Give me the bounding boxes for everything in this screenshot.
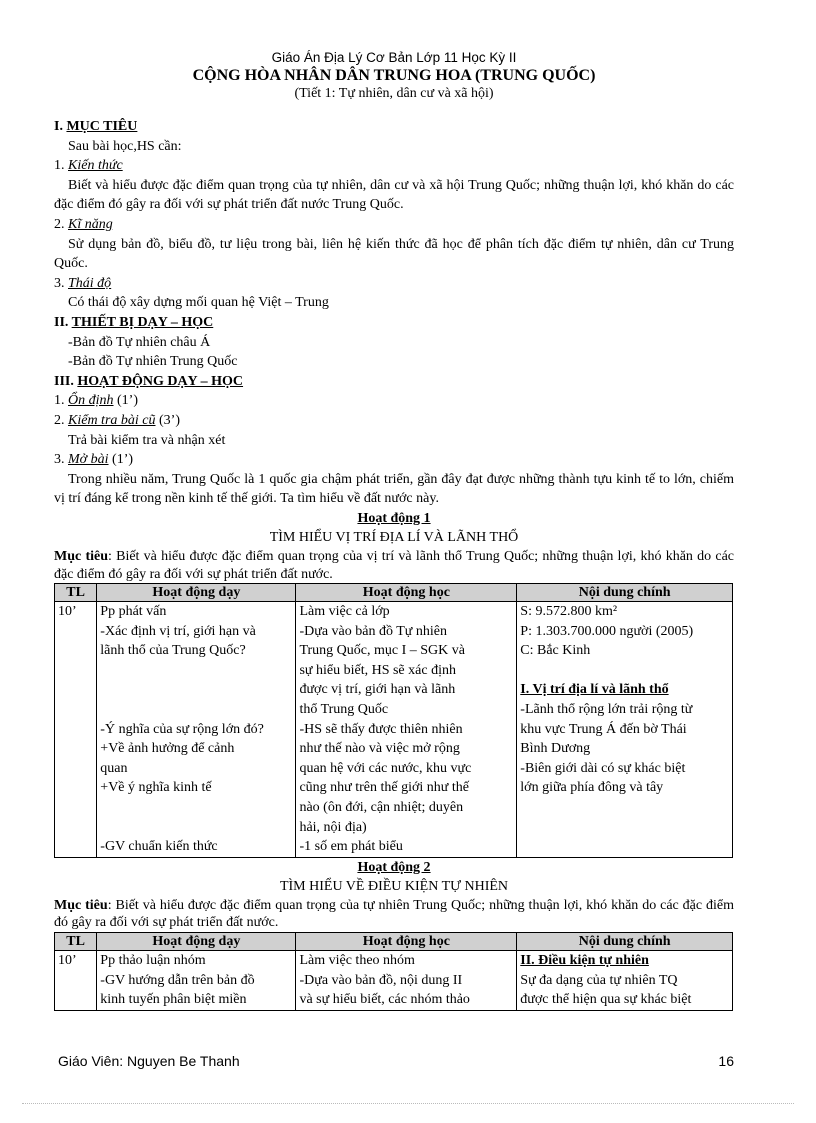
activity-1-title: TÌM HIỂU VỊ TRÍ ĐỊA LÍ VÀ LÃNH THỔ	[269, 530, 519, 546]
section-equipment-heading: II. THIẾT BỊ DẠY – HỌC	[54, 314, 214, 330]
skills-text: Sử dụng bản đồ, biểu đồ, tư liệu trong bài, liên hệ kiến thức đã học để phân tích đặc điểm tự nhiên, dân cư Trung Quốc.	[54, 236, 734, 272]
cell-learning: Làm việc cả lớp -Dựa vào bản đồ Tự nhiên Trung Quốc, mục I – SGK và sự hiểu biết, HS sẽ xác định được vị trí, giới hạn và lãnh thổ Trung Quốc -HS sẽ thấy được thiên nhiên như thế nào và việc mở rộng quan hệ với các nước, khu vực cũng như trên thế giới như thế nào (ôn đới, cận nhiệt; duyên hải, nội địa) -1 số em phát biểu	[296, 602, 517, 858]
knowledge-heading: 1. Kiến thức	[54, 158, 123, 174]
objectives-intro: Sau bài học,HS cần:	[68, 138, 182, 154]
activity-2-label: Hoạt động 2	[357, 859, 431, 875]
activity-1-label: Hoạt động 1	[357, 510, 431, 526]
section-activities-heading: III. HOẠT ĐỘNG DẠY – HỌC	[54, 373, 244, 389]
cell-teaching: Pp phát vấn -Xác định vị trí, giới hạn và lãnh thổ của Trung Quốc? -Ý nghĩa của sự rộng lớn đó? +Về ảnh hưởng để cảnh quan +Về ý nghĩa kinh tế -GV chuẩn kiến thức	[97, 602, 296, 858]
header-learning: Hoạt động học	[296, 932, 517, 950]
opening-heading: 3. Mở bài (1’)	[54, 452, 134, 468]
opening-text: Trong nhiều năm, Trung Quốc là 1 quốc gia chậm phát triển, gần đây đạt được những thành tựu kinh tế to lớn, chiếm vị trí đáng kể trong nền kinh tế thế giới. Ta tìm hiểu về đất nước này.	[54, 471, 734, 507]
skills-heading: 2. Kĩ năng	[54, 216, 113, 232]
document-page	[54, 50, 734, 1011]
table-row	[55, 602, 733, 858]
lesson-subtitle: (Tiết 1: Tự nhiên, dân cư và xã hội)	[294, 86, 494, 101]
stabilize-heading: 1. Ổn định (1’)	[54, 393, 138, 409]
table-row	[55, 950, 733, 1010]
page-footer	[58, 1053, 734, 1069]
header-tl: TL	[55, 584, 97, 602]
cell-content: II. Điều kiện tự nhiên Sự đa dạng của tự nhiên TQ được thể hiện qua sự khác biệt	[517, 950, 733, 1010]
activity-1-goal: Mục tiêu: Biết và hiểu được đặc điểm quan trọng của vị trí và lãnh thổ Trung Quốc; những thuận lợi, khó khăn do các đặc điểm đó gây ra đối với sự phát triển đất nước.	[54, 549, 735, 582]
table-header-row	[55, 584, 733, 602]
page-edge-divider	[22, 1103, 794, 1104]
cell-content: S: 9.572.800 km² P: 1.303.700.000 người (2005) C: Bắc Kinh I. Vị trí địa lí và lãnh thổ -Lãnh thổ rộng lớn trải rộng từ khu vực Trung Á đến bờ Thái Bình Dương -Biên giới dài có sự khác biệt lớn giữa phía đông và tây	[517, 602, 733, 858]
activity-2-title: TÌM HIỂU VỀ ĐIỀU KIỆN TỰ NHIÊN	[279, 879, 509, 895]
header-content: Nội dung chính	[517, 584, 733, 602]
activity-2-table	[54, 932, 733, 1011]
equipment-item: -Bản đồ Tự nhiên Trung Quốc	[68, 354, 238, 370]
teacher-name: Giáo Viên: Nguyen Be Thanh	[58, 1053, 240, 1069]
review-text: Trả bài kiểm tra và nhận xét	[68, 432, 226, 448]
cell-learning: Làm việc theo nhóm -Dựa vào bản đồ, nội dung II và sự hiểu biết, các nhóm thảo	[296, 950, 517, 1010]
review-heading: 2. Kiểm tra bài cũ (3’)	[54, 412, 180, 428]
attitude-heading: 3. Thái độ	[54, 275, 112, 291]
equipment-item: -Bản đồ Tự nhiên châu Á	[68, 334, 211, 350]
content-heading: I. Vị trí địa lí và lãnh thổ	[520, 682, 669, 698]
cell-teaching: Pp thảo luận nhóm -GV hướng dẫn trên bản đồ kinh tuyến phân biệt miền	[97, 950, 296, 1010]
attitude-text: Có thái độ xây dựng mối quan hệ Việt – Trung	[68, 295, 329, 311]
doc-series-title: Giáo Án Địa Lý Cơ Bản Lớp 11 Học Kỳ II	[271, 50, 517, 65]
cell-time: 10’	[55, 950, 97, 1010]
content-heading: II. Điều kiện tự nhiên	[520, 952, 649, 968]
activity-2-goal: Mục tiêu: Biết và hiểu được đặc điểm quan trọng của tự nhiên Trung Quốc; những thuận lợi, khó khăn do các đặc điểm đó gây ra đối với sự phát triển đất nước.	[54, 897, 735, 931]
header-teaching: Hoạt động dạy	[97, 932, 296, 950]
knowledge-text: Biết và hiểu được đặc điểm quan trọng của tự nhiên, dân cư và xã hội Trung Quốc; những thuận lợi, khó khăn do các đặc điểm đó gây ra đối với sự phát triển đất nước Trung Quốc.	[54, 177, 734, 213]
page-number: 16	[718, 1053, 734, 1069]
header-teaching: Hoạt động dạy	[97, 584, 296, 602]
header-learning: Hoạt động học	[296, 584, 517, 602]
cell-time: 10’	[55, 602, 97, 858]
table-header-row	[55, 932, 733, 950]
lesson-title: CỘNG HÒA NHÂN DÂN TRUNG HOA (TRUNG QUỐC)	[192, 67, 596, 84]
header-tl: TL	[55, 932, 97, 950]
activity-1-table	[54, 583, 733, 858]
header-content: Nội dung chính	[517, 932, 733, 950]
section-objectives-heading: I. MỤC TIÊU	[54, 119, 138, 134]
